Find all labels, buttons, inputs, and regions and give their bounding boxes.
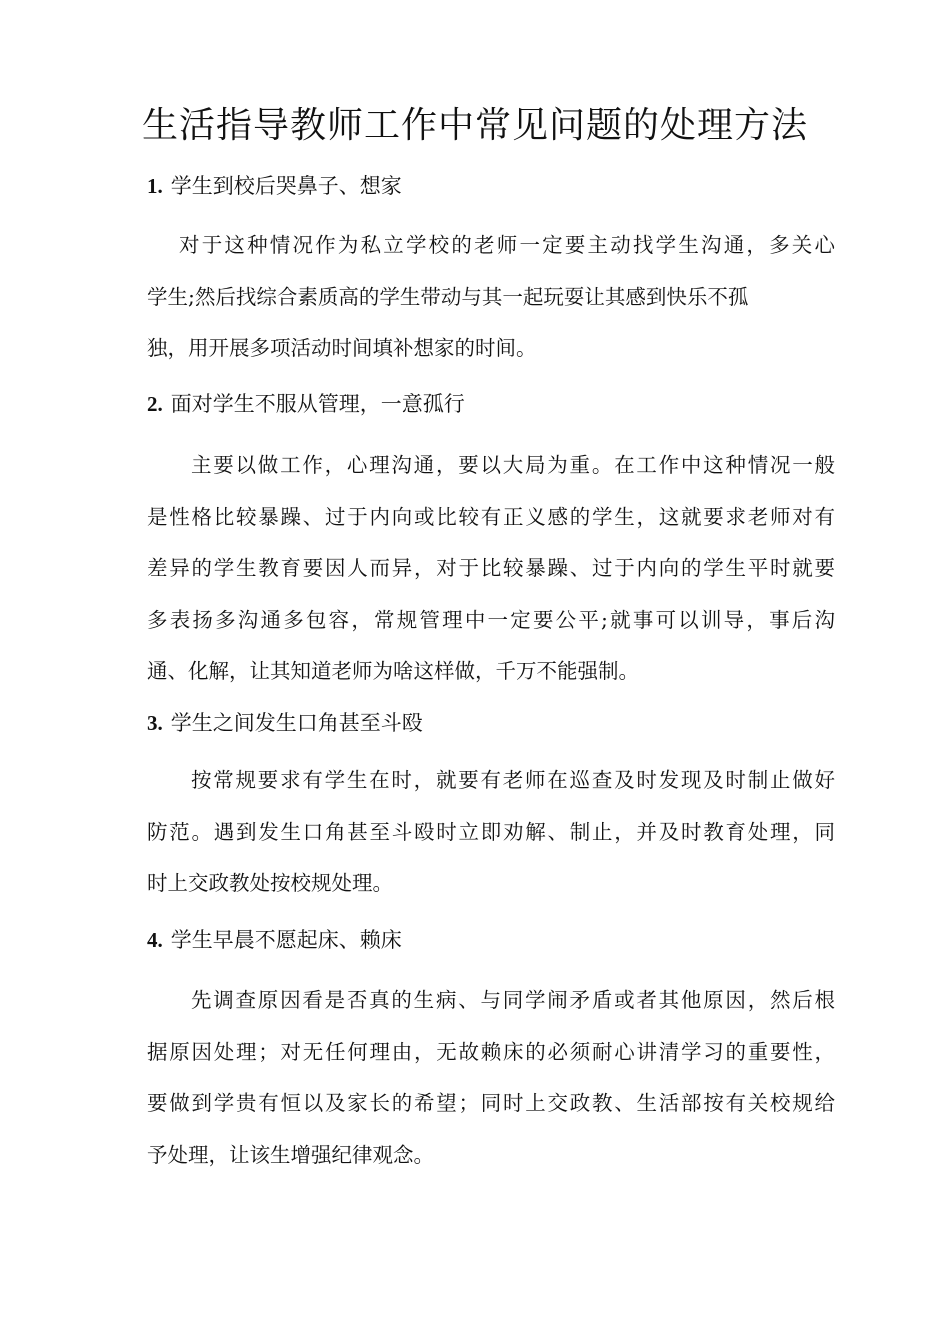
paragraph-line: 予处理，让该生增强纪律观念。 bbox=[147, 1142, 434, 1167]
section-paragraph-2 bbox=[147, 440, 835, 698]
paragraph-line: 是性格比较暴躁、过于内向或比较有正义感的学生，这就要求老师对有 bbox=[147, 504, 835, 529]
paragraph-line: 学生;然后找综合素质高的学生带动与其一起玩耍让其感到快乐不孤 bbox=[147, 284, 749, 309]
section-number: 4. bbox=[147, 928, 163, 952]
paragraph-line: 据原因处理；对无任何理由，无故赖床的必须耐心讲清学习的重要性， bbox=[147, 1039, 835, 1064]
paragraph-line: 差异的学生教育要因人而异，对于比较暴躁、过于内向的学生平时就要 bbox=[147, 556, 835, 580]
section-number: 1. bbox=[147, 174, 163, 198]
paragraph-line: 通、化解，让其知道老师为啥这样做，千万不能强制。 bbox=[147, 659, 639, 683]
section-number: 2. bbox=[147, 392, 163, 416]
paragraph-line: 主要以做工作，心理沟通，要以大局为重。在工作中这种情况一般 bbox=[191, 453, 835, 477]
paragraph-line: 防范。遇到发生口角甚至斗殴时立即劝解、制止，并及时教育处理，同 bbox=[147, 819, 835, 844]
paragraph-line: 时上交政教处按校规处理。 bbox=[147, 871, 393, 895]
section-paragraph-1 bbox=[147, 220, 835, 375]
section-heading-1 bbox=[147, 168, 837, 204]
section-paragraph-3 bbox=[147, 755, 835, 910]
document-title: 生活指导教师工作中常见问题的处理方法 bbox=[141, 105, 808, 146]
paragraph-line: 按常规要求有学生在时，就要有老师在巡查及时发现及时制止做好 bbox=[191, 768, 835, 792]
section-heading-text: 学生早晨不愿起床、赖床 bbox=[170, 928, 402, 952]
paragraph-line: 先调查原因看是否真的生病、与同学闹矛盾或者其他原因，然后根 bbox=[191, 988, 835, 1012]
paragraph-line: 对于这种情况作为私立学校的老师一定要主动找学生沟通，多关心 bbox=[179, 233, 835, 257]
section-paragraph-4 bbox=[147, 975, 835, 1181]
section-heading-4 bbox=[147, 922, 837, 958]
section-number: 3. bbox=[147, 711, 163, 735]
paragraph-line: 多表扬多沟通多包容，常规管理中一定要公平;就事可以训导，事后沟 bbox=[147, 607, 835, 632]
section-heading-text: 学生之间发生口角甚至斗殴 bbox=[170, 711, 423, 735]
section-heading-2 bbox=[147, 386, 837, 422]
paragraph-line: 独，用开展多项活动时间填补想家的时间。 bbox=[147, 336, 537, 360]
section-heading-text: 面对学生不服从管理，一意孤行 bbox=[170, 392, 465, 416]
section-heading-text: 学生到校后哭鼻子、想家 bbox=[170, 174, 402, 198]
paragraph-line: 要做到学贵有恒以及家长的希望；同时上交政教、生活部按有关校规给 bbox=[147, 1091, 835, 1115]
section-heading-3 bbox=[147, 705, 837, 741]
